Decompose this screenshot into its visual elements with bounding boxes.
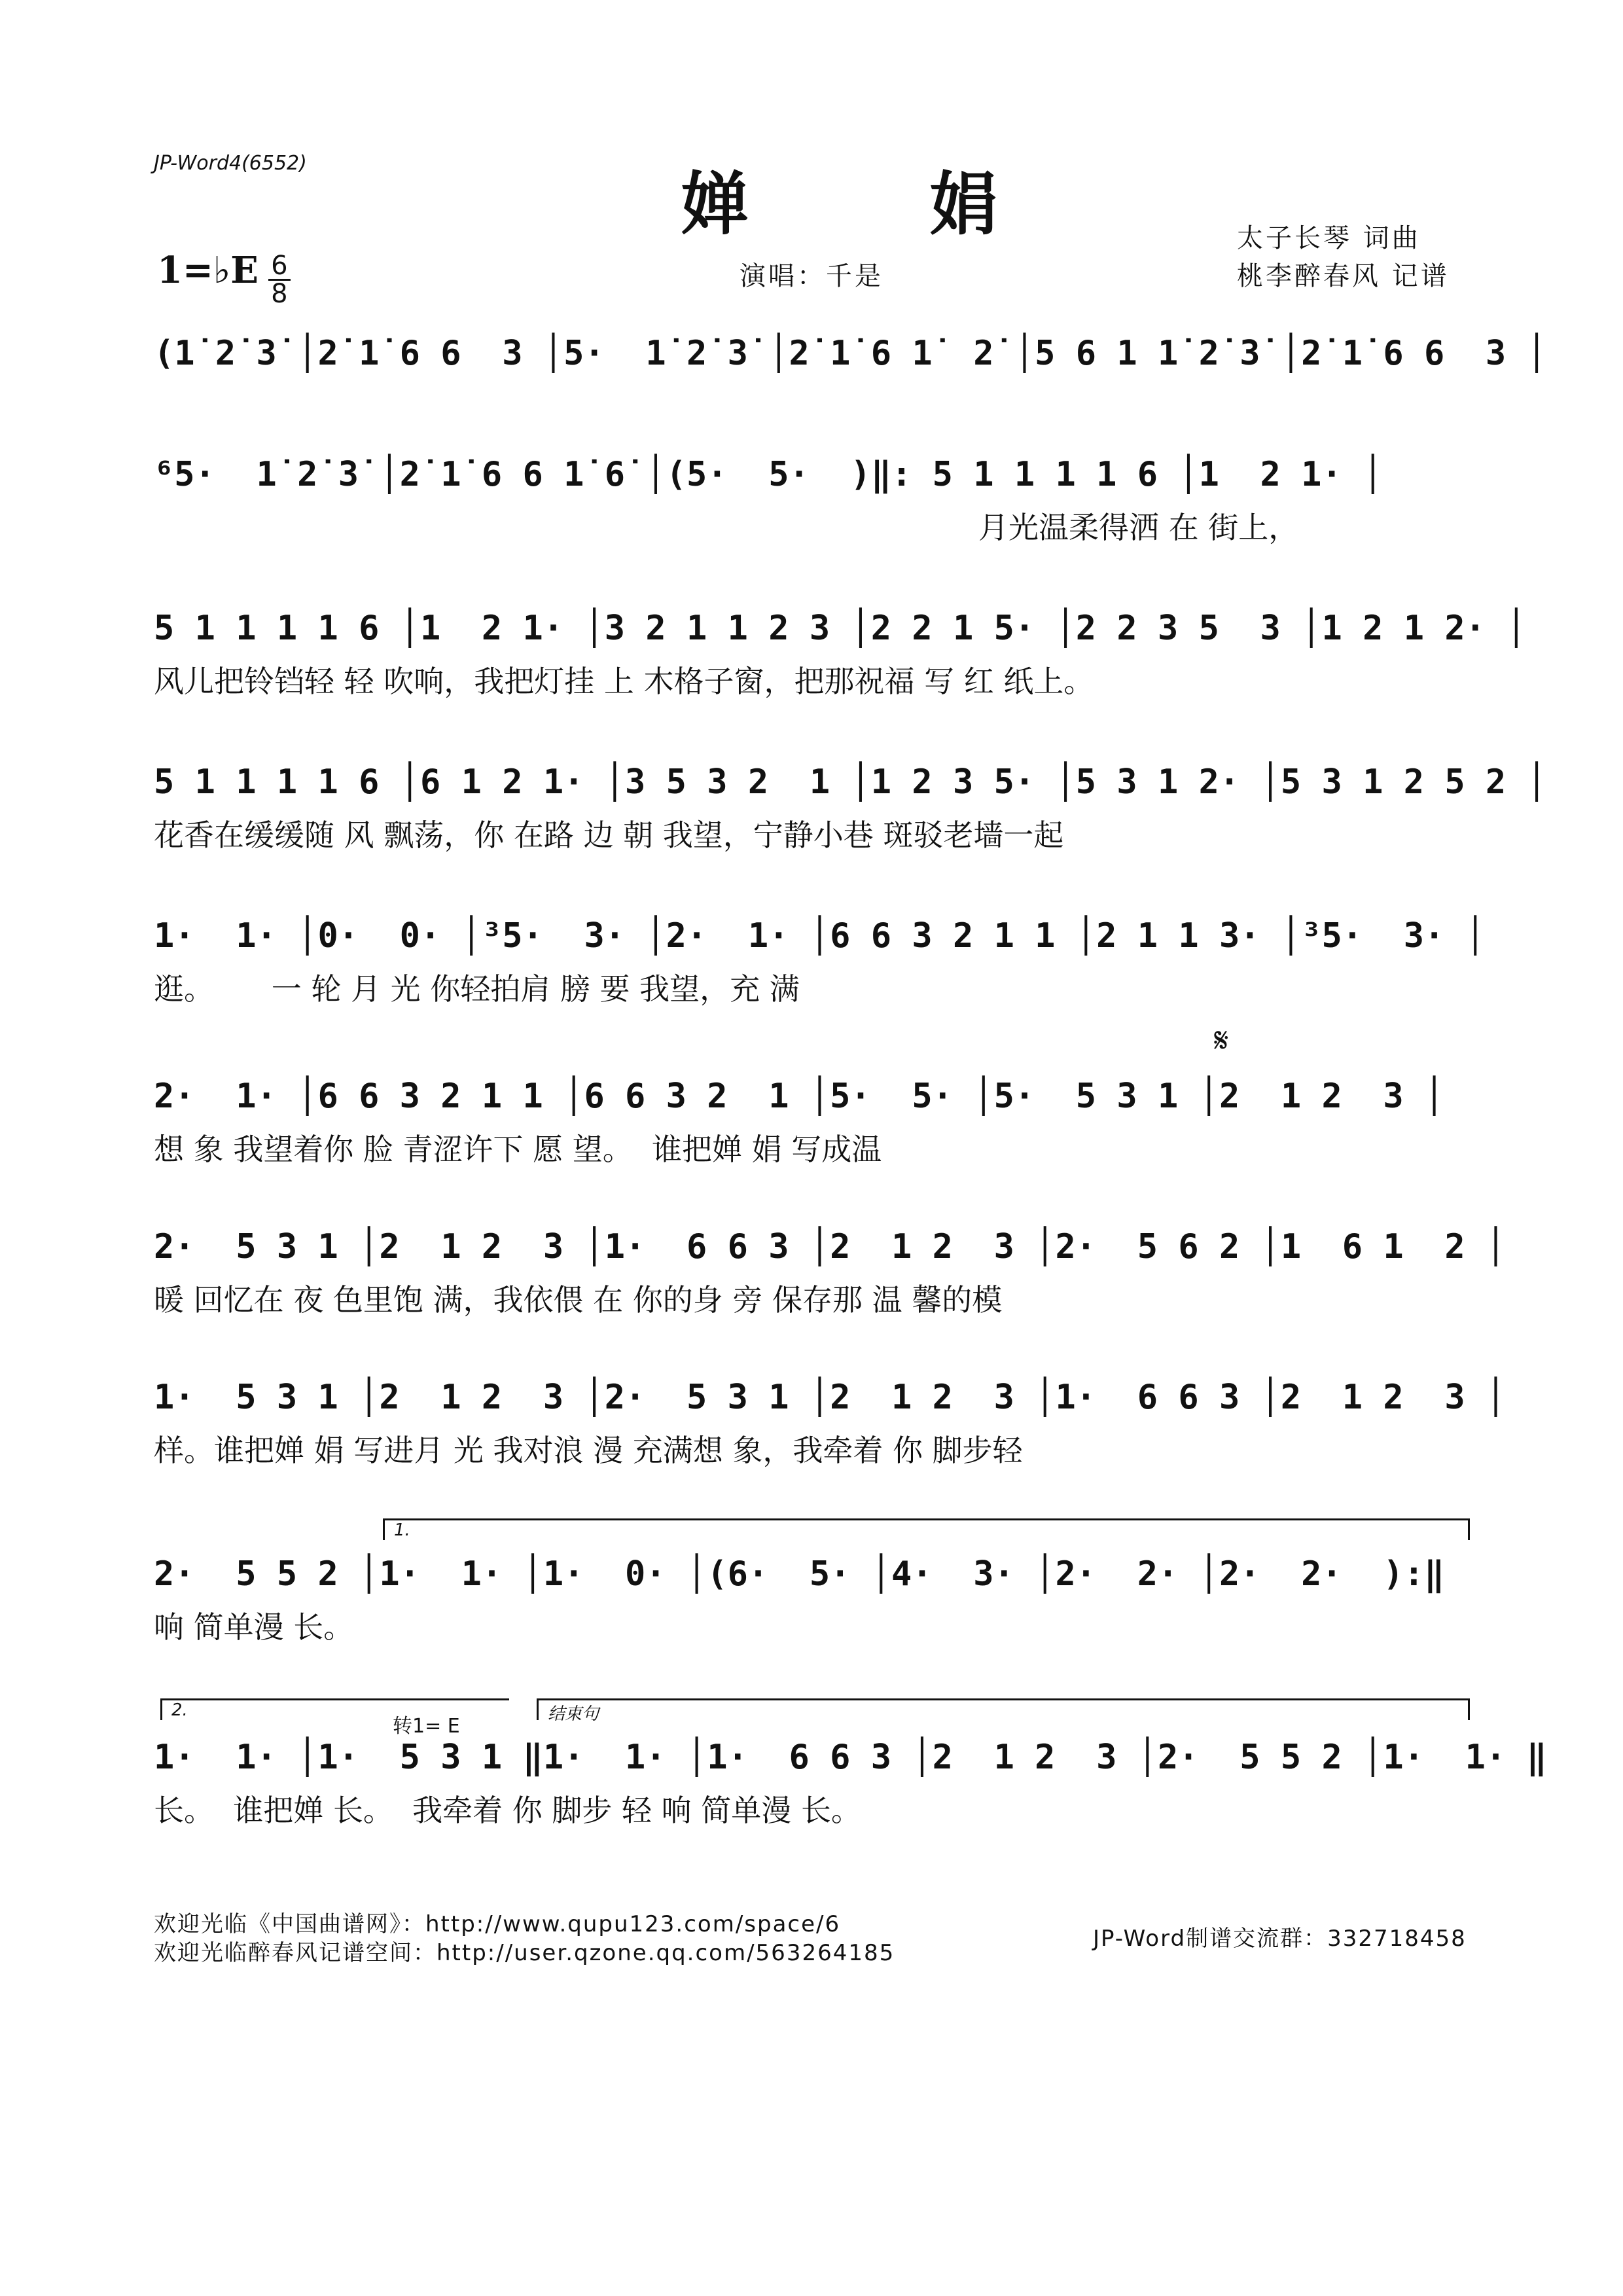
time-signature <box>268 253 290 307</box>
music-system-10 <box>154 1734 1547 1828</box>
footer-link-1[interactable]: 欢迎光临《中国曲谱网》：http://www.qupu123.com/space/6 <box>154 1911 841 1937</box>
volta-label-1: 1. <box>394 1520 410 1540</box>
notation-line: 5 1 1 1 1 6 │1 2 1· │3 2 1 1 2 3 │2 2 1 5· │2 2 3 5 3 │1 2 1 2· │ <box>154 609 1527 648</box>
footer-link-2[interactable]: 欢迎光临醉春风记谱空间：http://user.qzone.qq.com/563264185 <box>154 1940 895 1966</box>
time-denominator: 8 <box>271 279 288 309</box>
lyricist-credit: 太子长琴 词曲 <box>1237 223 1421 253</box>
lyrics-line: 月光温柔得洒 在 街上， <box>978 510 1299 545</box>
music-system-1 <box>154 331 1547 403</box>
singer-credit: 演唱：千是 <box>740 261 883 291</box>
key-signature <box>157 249 291 307</box>
music-system-5 <box>154 913 1486 1007</box>
lyrics-line: 暖 回忆在 夜 色里饱 满，我依偎 在 你的身 旁 保存那 温 馨的模 <box>154 1282 1003 1318</box>
volta-label-2: 2. <box>171 1700 188 1720</box>
notation-line: 1· 1· │0· 0· │³5· 3· │2· 1· │6 6 3 2 1 1 │2 1 1 3· │³5· 3· │ <box>154 916 1486 956</box>
notation-line: 1· 1· │1· 5 3 1 ‖1· 1· │1· 6 6 3 │2 1 2 3 │2· 5 5 2 │1· 1· ‖ <box>154 1738 1547 1777</box>
lyrics-line: 风儿把铃铛轻 轻 吹响，我把灯挂 上 木格子窗，把那祝福 写 红 纸上。 <box>154 664 1094 699</box>
notation-line: 2· 5 3 1 │2 1 2 3 │1· 6 6 3 │2 1 2 3 │2· 5 6 2 │1 6 1 2 │ <box>154 1227 1507 1266</box>
footer-group: JP-Word制谱交流群：332718458 <box>1093 1926 1467 1952</box>
ending-bracket <box>537 1698 1470 1724</box>
notation-line: 2· 1· │6 6 3 2 1 1 │6 6 3 2 1 │5· 5· │5· 5 3 1 │2 1 2 3 │ <box>154 1077 1445 1116</box>
lyrics-line: 逛。 一 轮 月 光 你轻拍肩 膀 要 我望，充 满 <box>154 971 800 1007</box>
notation-line: 1· 5 3 1 │2 1 2 3 │2· 5 3 1 │2 1 2 3 │1· 6 6 3 │2 1 2 3 │ <box>154 1378 1507 1417</box>
volta-bracket-1 <box>383 1518 1470 1540</box>
lyrics-line: 想 象 我望着你 脸 青涩许下 愿 望。 谁把婵 娟 写成温 <box>154 1132 882 1167</box>
lyrics-line: 样。谁把婵 娟 写进月 光 我对浪 漫 充满想 象，我牵着 你 脚步轻 <box>154 1433 1023 1468</box>
notation-line: 2· 5 5 2 │1· 1· │1· 0· │(6· 5· │4· 3· │2· 2· │2· 2· ):‖ <box>154 1554 1445 1594</box>
software-label: JP-Word4(6552) <box>154 152 307 175</box>
lyrics-line: 花香在缓缓随 风 飘荡，你 在路 边 朝 我望，宁静小巷 斑驳老墙一起 <box>154 817 1064 853</box>
notation-line: (1̇ 2̇ 3̇ │2̇ 1̇ 6 6 3 │5· 1̇ 2̇ 3̇ │2̇ 1̇ 6 1̇ 2̇ │5 6 1 1̇ 2̇ 3̇ │2̇ 1̇ 6 6 3 │ <box>154 334 1547 373</box>
lyrics-line: 长。 谁把婵 长。 我牵着 你 脚步 轻 响 简单漫 长。 <box>154 1793 861 1828</box>
ending-label: 结束句 <box>548 1704 599 1724</box>
music-system-8 <box>154 1374 1507 1468</box>
modulation-mark: 转1= E <box>393 1715 460 1738</box>
song-title: 婵 娟 <box>681 164 1077 244</box>
music-system-6 <box>154 1073 1469 1167</box>
time-numerator: 6 <box>268 253 290 281</box>
music-system-2 <box>154 452 1469 545</box>
music-system-3 <box>154 605 1527 699</box>
music-system-4 <box>154 759 1547 853</box>
key-label: 1=♭E <box>157 249 259 292</box>
lyrics-line: 响 简单漫 长。 <box>154 1609 354 1645</box>
transcriber-credit: 桃李醉春风 记谱 <box>1237 261 1450 291</box>
segno-sign: 𝄋 <box>1214 1021 1229 1060</box>
music-system-7 <box>154 1224 1507 1318</box>
notation-line: 5 1 1 1 1 6 │6 1 2 1· │3 5 3 2 1 │1 2 3 5· │5 3 1 2· │5 3 1 2 5 2 │ <box>154 762 1547 802</box>
notation-line: ⁶5· 1̇ 2̇ 3̇ │2̇ 1̇ 6 6 1̇ 6̇ │(5· 5· )‖: 5 1 1 1 1 6 │1 2 1· │ <box>154 455 1383 494</box>
music-system-9 <box>154 1551 1469 1645</box>
